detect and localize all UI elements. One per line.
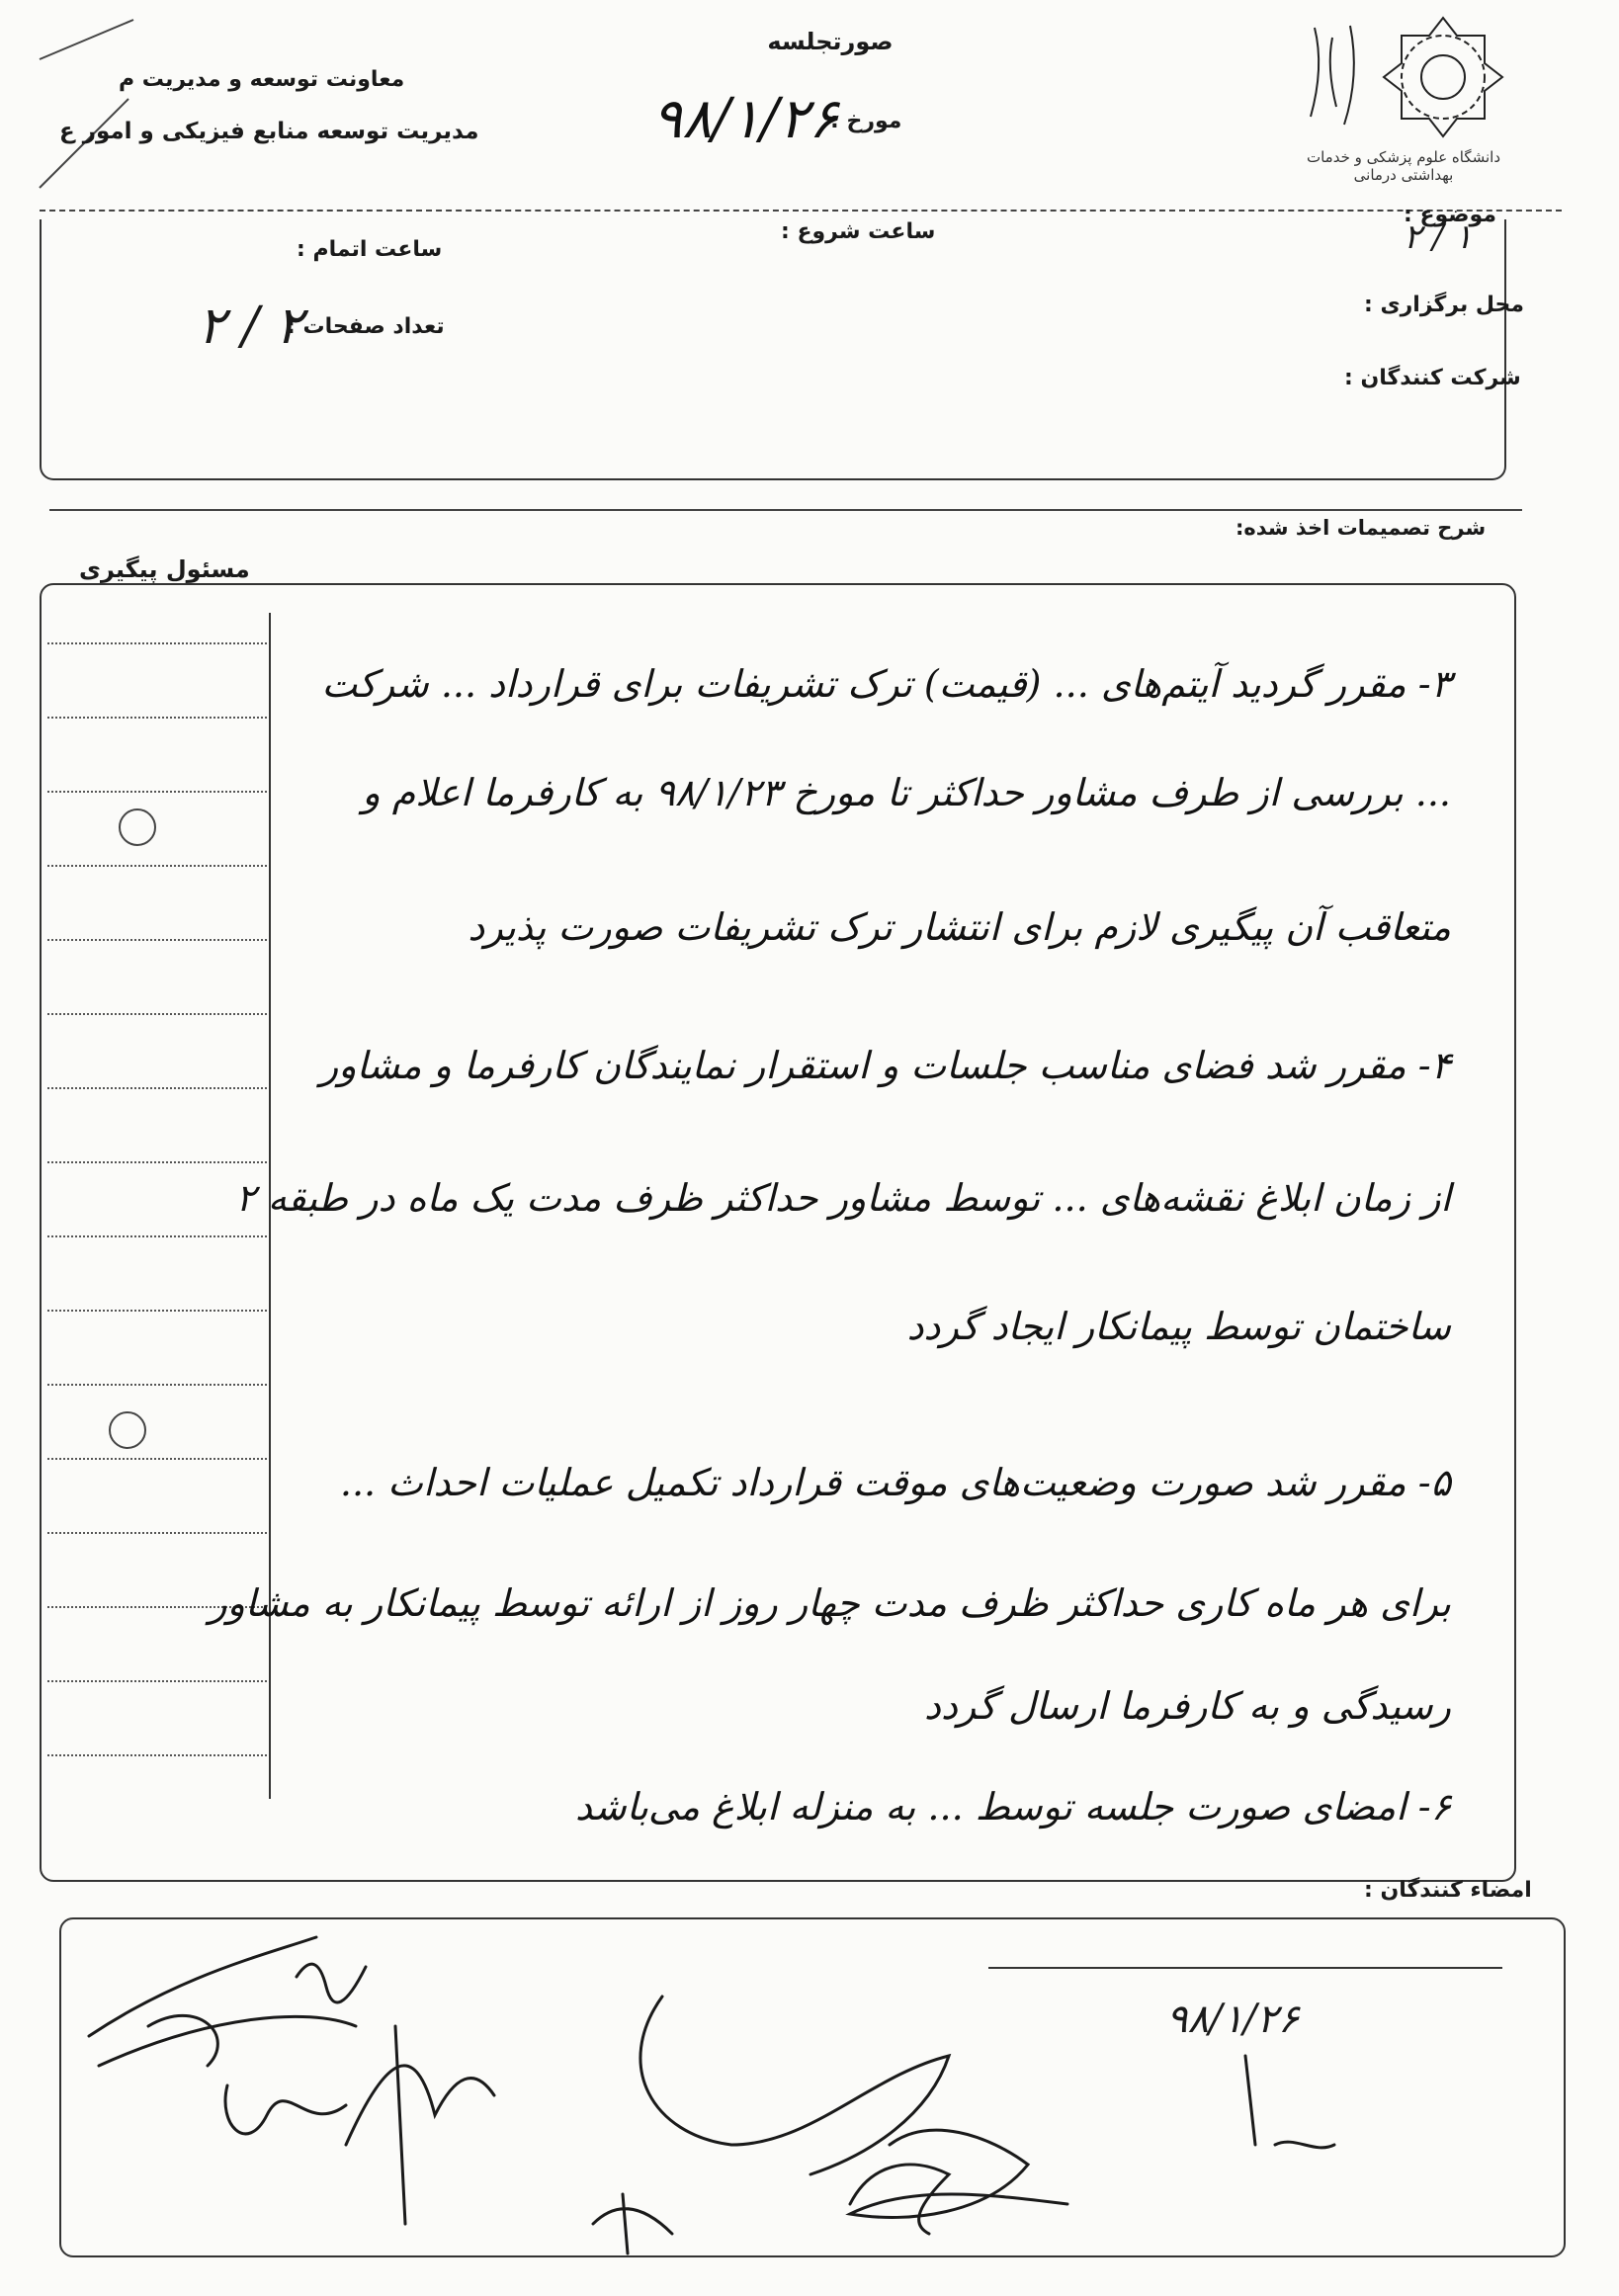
followup-ruled-line <box>47 865 267 867</box>
decision-line: ۴- مقرر شد فضای مناسب جلسات و استقرار نمایندگان کارفرما و مشاور <box>319 1044 1451 1087</box>
corner-scan-artifact <box>0 0 138 198</box>
signature-date: ۹۸/۱/۲۶ <box>1166 1997 1300 2042</box>
org-line-1: معاونت توسعه و مدیریت م <box>119 67 405 92</box>
decision-line: برای هر ماه کاری حداکثر ظرف مدت چهار روز از ارائه توسط پیمانکار به مشاور <box>209 1581 1451 1625</box>
followup-ruled-line <box>47 939 267 941</box>
logo-caption: دانشگاه علوم پزشکی و خدمات بهداشتی درمانی <box>1306 148 1501 184</box>
pages-value: ۲ / ۲ <box>198 297 303 356</box>
decision-line: ۵- مقرر شد صورت وضعیت‌های موقت قرارداد تکمیل عملیات احداث ... <box>339 1461 1451 1504</box>
followup-label: مسئول پیگیری <box>79 555 250 583</box>
followup-ruled-line <box>47 642 267 644</box>
followup-ruled-line <box>47 1235 267 1237</box>
org-line-2: مدیریت توسعه منابع فیزیکی و امور ع <box>59 119 479 144</box>
end-time-label: ساعت اتمام : <box>297 237 443 262</box>
pages-label: تعداد صفحات : <box>287 314 445 339</box>
followup-ruled-line <box>47 1310 267 1312</box>
decision-line: ... بررسی از طرف مشاور حداکثر تا مورخ ۹۸/۱/۲۳ به کارفرما اعلام و <box>362 771 1451 814</box>
document-title: صورتجلسه <box>767 28 894 55</box>
decision-line: ۳- مقرر گردید آیتم‌های ... (قیمت) ترک تشریفات برای قرارداد ... شرکت <box>321 662 1451 706</box>
followup-ruled-line <box>47 1680 267 1682</box>
decisions-label: شرح تصمیمات اخذ شده: <box>1236 516 1487 540</box>
followup-ruled-line <box>47 1087 267 1089</box>
punch-hole-icon <box>109 1411 146 1449</box>
followup-ruled-line <box>47 717 267 719</box>
venue-label: محل برگزاری : <box>1364 293 1525 317</box>
header-divider <box>40 210 1562 212</box>
decision-line: ساختمان توسط پیمانکار ایجاد گردد <box>906 1305 1451 1348</box>
participants-label: شرکت کنندگان : <box>1344 366 1521 390</box>
start-time-label: ساعت شروع : <box>781 219 936 244</box>
section-divider <box>49 509 1522 511</box>
decision-line: ۶- امضای صورت جلسه توسط ... به منزله ابلاغ می‌باشد <box>574 1785 1451 1828</box>
university-logo-icon <box>1285 8 1522 156</box>
date-label: مورخ : <box>830 109 902 133</box>
date-value: ۹۸/۱/۲۶ <box>652 87 839 151</box>
subject-value: ۲ / ۱ <box>1404 217 1473 257</box>
followup-ruled-line <box>47 1532 267 1534</box>
decision-line: رسیدگی و به کارفرما ارسال گردد <box>924 1684 1451 1728</box>
followup-ruled-line <box>47 1384 267 1386</box>
followup-ruled-line <box>47 1754 267 1756</box>
followup-ruled-line <box>47 791 267 793</box>
followup-ruled-line <box>47 1458 267 1460</box>
signatories-label: امضاء کنندگان : <box>1364 1878 1532 1903</box>
followup-ruled-line <box>47 1161 267 1163</box>
handwritten-signatures-icon <box>59 1917 1562 2273</box>
decision-line: متعاقب آن پیگیری لازم برای انتشار ترک تشریفات صورت پذیرد <box>468 905 1451 949</box>
decision-line: از زمان ابلاغ نقشه‌های ... توسط مشاور حداکثر ظرف مدت یک ماه در طبقه ۲ <box>235 1176 1451 1220</box>
subject-label: موضوع : <box>1404 203 1496 227</box>
punch-hole-icon <box>119 808 156 846</box>
followup-ruled-line <box>47 1013 267 1015</box>
